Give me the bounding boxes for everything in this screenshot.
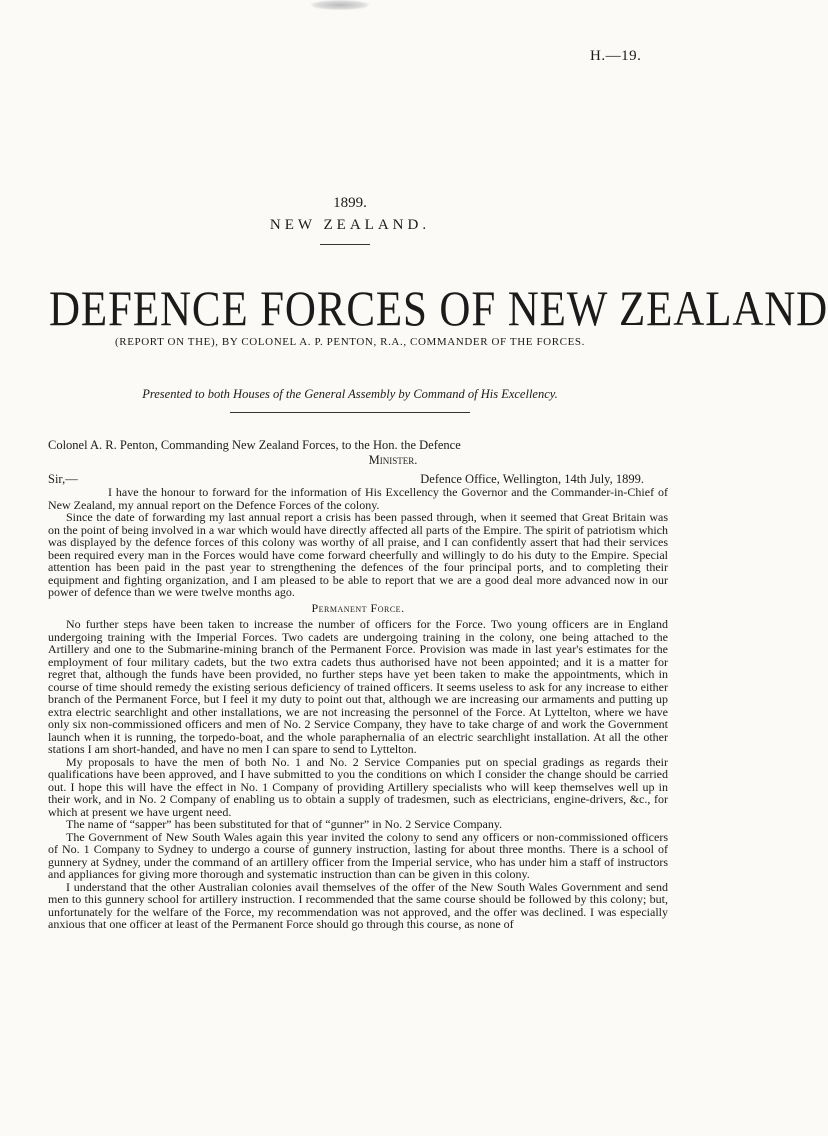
crest-fragment xyxy=(310,0,370,10)
addressee-minister: Minister. xyxy=(368,453,418,467)
country: NEW ZEALAND. xyxy=(269,217,431,233)
paragraph: I have the honour to forward for the information of His Excellency the Governor and the Commander-in-Chief of New Zealand, my annual report on the Defence Forces of the colony. xyxy=(48,485,668,512)
divider-short xyxy=(320,244,370,245)
letter-body xyxy=(48,486,668,931)
paragraph: Since the date of forwarding my last annual report a crisis has been passed through, when it seemed that Great Britain was on the point of being involved in a war which would have directly affected all parts of the Empire. The spirit of patriotism which was displayed by the defence forces of this colony was worthy of all praise, and I can confidently assert that had their services been required every man in the Forces would have come forward cheerfully and willingly to do his duty to the Empire. Special attention has been paid in the past year to strengthening the defences of the four principal ports, and to completing their equipment and fighting organization, and I am pleased to be able to report that we are a good deal more advanced now in our power of defence than we were twelve months ago. xyxy=(48,510,668,599)
dateline: Defence Office, Wellington, 14th July, 1899. xyxy=(420,472,644,486)
addressee-block xyxy=(48,438,668,468)
paragraph: I understand that the other Australian colonies avail themselves of the offer of the New South Wales Government and send men to this gunnery school for artillery instruction. I recommended that the same course should be followed by this colony; but, unfortunately for the welfare of the Force, my recommendation was not approved, and the offer was declined. I was especially anxious that one officer at least of the Permanent Force should go through this course, as none of xyxy=(48,879,668,931)
presented-line: Presented to both Houses of the General Assembly by Command of His Excellency. xyxy=(142,387,558,401)
salutation-block xyxy=(48,472,668,486)
paragraph: My proposals to have the men of both No. 1 and No. 2 Service Companies put on special gradings as regards their qualifications have been approved, and I have submitted to you the conditions on which I consider the change should be carried out. I hope this will have the effect in No. 1 Company of providing Artillery specialists who will keep themselves well up in their work, and in No. 2 Company of enabling us to obtain a supply of tradesmen, such as electricians, engine-drivers, &c., for which at present we have urgent need. xyxy=(48,754,668,819)
main-title: DEFENCE FORCES OF NEW ZEALAND xyxy=(49,280,828,336)
year: 1899. xyxy=(333,195,367,211)
salutation: Sir,— xyxy=(48,472,78,486)
paragraph: The name of “sapper” has been substituted for that of “gunner” in No. 2 Service Company. xyxy=(66,817,503,831)
divider-long xyxy=(230,412,470,413)
document-id: H.—19. xyxy=(590,48,642,64)
paragraph: No further steps have been taken to increase the number of officers for the Force. Two young officers are in England undergoing training with the Imperial Forces. Two cadets are undergoing training in the colony, one being attached to the Artillery and one to the Submarine-mining branch of the Permanent Force. Provision was made in last year's estimates for the employment of four military cadets, but the two extra cadets thus authorised have not been appointed; and it is a matter for regret that, although the funds have been provided, no further steps have yet been taken to make the appointments, which in course of time should remedy the existing serious deficiency of trained officers. It seems useless to ask for any increase to either branch of the Permanent Force, but I feel it my duty to point out that, although we are increasing our armaments and putting up extra electric searchlight and other installations, we are not increasing the personnel of the Force. At Lyttelton, where we have only six non-commissioned officers and men of No. 2 Service Company, they have to take charge of and work the Government launch when it is running, the torpedo-boat, and the whole paraphernalia of an electric searchlight installation. At all the other stations I am short-handed, and have no men I can spare to send to Lyttelton. xyxy=(48,617,668,756)
subtitle: (REPORT ON THE), BY COLONEL A. P. PENTON, R.A., COMMANDER OF THE FORCES. xyxy=(115,336,585,348)
addressee-line: Colonel A. R. Penton, Commanding New Zealand Forces, to the Hon. the Defence xyxy=(48,438,461,452)
section-heading: Permanent Force. xyxy=(311,600,405,615)
paragraph: The Government of New South Wales again this year invited the colony to send any officers or non-commissioned officers of No. 1 Company to Sydney to undergo a course of gunnery instruction, lasting for about three months. There is a school of gunnery at Sydney, under the command of an artillery officer from the Imperial service, who has under him a staff of instructors and appliances for giving more thorough and systematic instruction than can be given in this colony. xyxy=(48,829,668,881)
